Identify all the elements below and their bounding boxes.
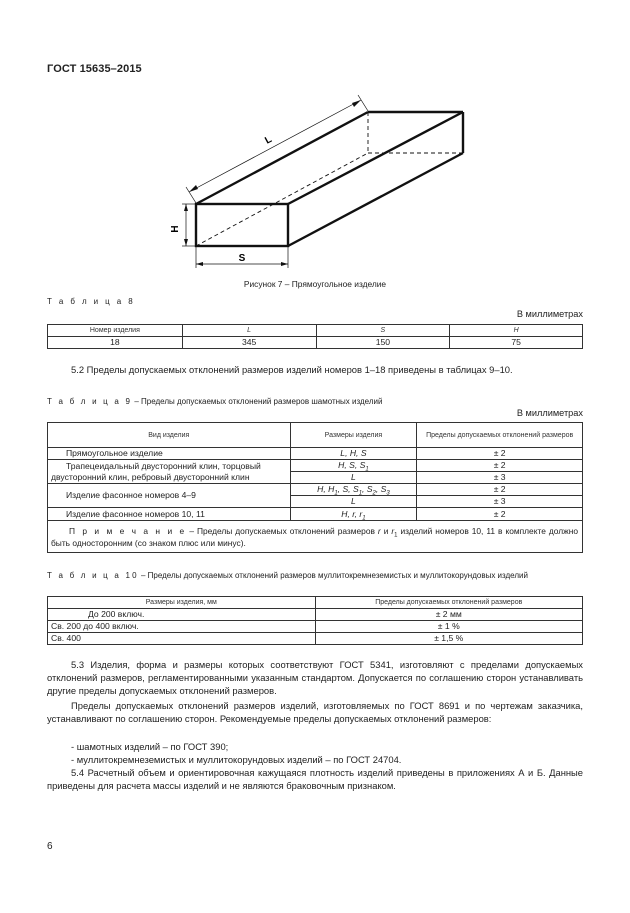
t9-r2-dims-a: H, S, $S_1$ — [290, 460, 417, 472]
t9-r1-tol: ± 2 — [417, 448, 583, 460]
figure-caption: Рисунок 7 – Прямоугольное изделие — [243, 279, 387, 289]
document-header: ГОСТ 15635–2015 — [47, 63, 142, 75]
front-face — [196, 204, 288, 246]
t9-r4-kind: Изделие фасонное номеров 10, 11 — [48, 508, 291, 521]
table10-label-prefix: Т а б л и ц а 10 — [47, 571, 139, 580]
table9 — [47, 422, 583, 553]
t8-cell-H: 75 — [450, 337, 583, 349]
t8-cell-S: 150 — [316, 337, 450, 349]
table9-units: В миллиметрах — [516, 408, 583, 418]
t9-r3-dims-a: H, $H_1$, S, $S_1$, $S_2$, $S_3$ — [290, 484, 417, 496]
t8-col-L: L — [182, 325, 316, 337]
t9-r3-tol-b: ± 3 — [417, 496, 583, 508]
t9-r2-dims-b: L — [290, 472, 417, 484]
t9-r2-tol-b: ± 3 — [417, 472, 583, 484]
paragraph-order: Пределы допускаемых отклонений размеров изделий, изготовляемых по ГОСТ 8691 и по чертежам заказчика, устанавливают по соглашению сторон. Рекомендуемые пределы допускаемых отклонений размеров: — [47, 700, 583, 725]
t8-col-S: S — [316, 325, 450, 337]
t9-r1-dims: L, H, S — [290, 448, 417, 460]
list-item-2: - муллитокремнеземистых и муллитокорундовых изделий – по ГОСТ 24704. — [71, 754, 402, 765]
page-number: 6 — [47, 841, 53, 852]
t9-r2-tol-a: ± 2 — [417, 460, 583, 472]
t9-r4-tol: ± 2 — [417, 508, 583, 521]
table8 — [47, 324, 583, 349]
t8-cell-L: 345 — [182, 337, 316, 349]
t10-col-size: Размеры изделия, мм — [48, 597, 316, 609]
paragraph-5-4: 5.4 Расчетный объем и ориентировочная кажущаяся плотность изделий приведены в приложениях А и Б. Данные приведены для расчета массы изделий и не являются браковочным признаком. — [47, 767, 583, 792]
paragraph-5-2: 5.2 Пределы допускаемых отклонений размеров изделий номеров 1–18 приведены в таблицах 9–10. — [71, 364, 513, 375]
paragraph-5-3: 5.3 Изделия, форма и размеры которых соответствуют ГОСТ 5341, изготовляют с пределами допускаемых отклонений размеров, регламентированными указанным стандартом. Допускается по соглашению сторон устанавливать другие пределы допускаемых отклонений размеров. — [47, 659, 583, 697]
table8-label: Т а б л и ц а 8 — [47, 297, 136, 306]
t9-note: П р и м е ч а н и е – Пределы допускаемых отклонений размеров r и $r_1$ изделий номеров 10, 11 в комплекте должно быть односторонним (со знаком плюс или минус). — [48, 521, 583, 553]
list-item-1: - шамотных изделий – по ГОСТ 390; — [71, 741, 229, 752]
t10-r1-tol: ± 2 мм — [315, 609, 582, 621]
table10-title: – Пределы допускаемых отклонений размеров муллитокремнеземистых и муллитокорундовых изделий — [138, 571, 528, 580]
label-L: L — [263, 134, 274, 147]
table9-title: – Пределы допускаемых отклонений размеров шамотных изделий — [132, 397, 383, 406]
table9-label-prefix: Т а б л и ц а 9 — [47, 397, 133, 406]
t10-col-tol: Пределы допускаемых отклонений размеров — [315, 597, 582, 609]
table8-units: В миллиметрах — [516, 309, 583, 319]
t10-r3-tol: ± 1,5 % — [315, 633, 582, 645]
table10 — [47, 596, 583, 645]
t9-r2-kind-line1: Трапецеидальный двусторонний клин, торцовый — [66, 460, 261, 471]
t10-r2-size: Св. 200 до 400 включ. — [48, 621, 316, 633]
t10-r1-size: До 200 включ. — [48, 609, 316, 621]
table10-label — [47, 570, 583, 581]
t10-r2-tol: ± 1 % — [315, 621, 582, 633]
label-H: H — [170, 225, 181, 233]
t9-col-dims: Размеры изделия — [290, 423, 417, 448]
t9-col-kind: Вид изделия — [48, 423, 291, 448]
label-S: S — [238, 253, 246, 264]
t9-r4-dims: H, r, $r_1$ — [290, 508, 417, 521]
table9-label — [47, 397, 382, 406]
t9-r2-kind — [48, 460, 291, 484]
t9-r3-dims-b: L — [290, 496, 417, 508]
t8-col-number: Номер изделия — [48, 325, 183, 337]
t9-r2-kind-line2: двусторонний клин, ребровый двусторонний клин — [51, 471, 250, 482]
t9-r3-kind: Изделие фасонное номеров 4–9 — [48, 484, 291, 508]
t9-r1-kind: Прямоугольное изделие — [48, 448, 291, 460]
brick-figure — [160, 90, 480, 275]
t10-r3-size: Св. 400 — [48, 633, 316, 645]
t9-r3-tol-a: ± 2 — [417, 484, 583, 496]
t8-cell-number: 18 — [48, 337, 183, 349]
t8-col-H: H — [450, 325, 583, 337]
t9-col-tol: Пределы допускаемых отклонений размеров — [417, 423, 583, 448]
